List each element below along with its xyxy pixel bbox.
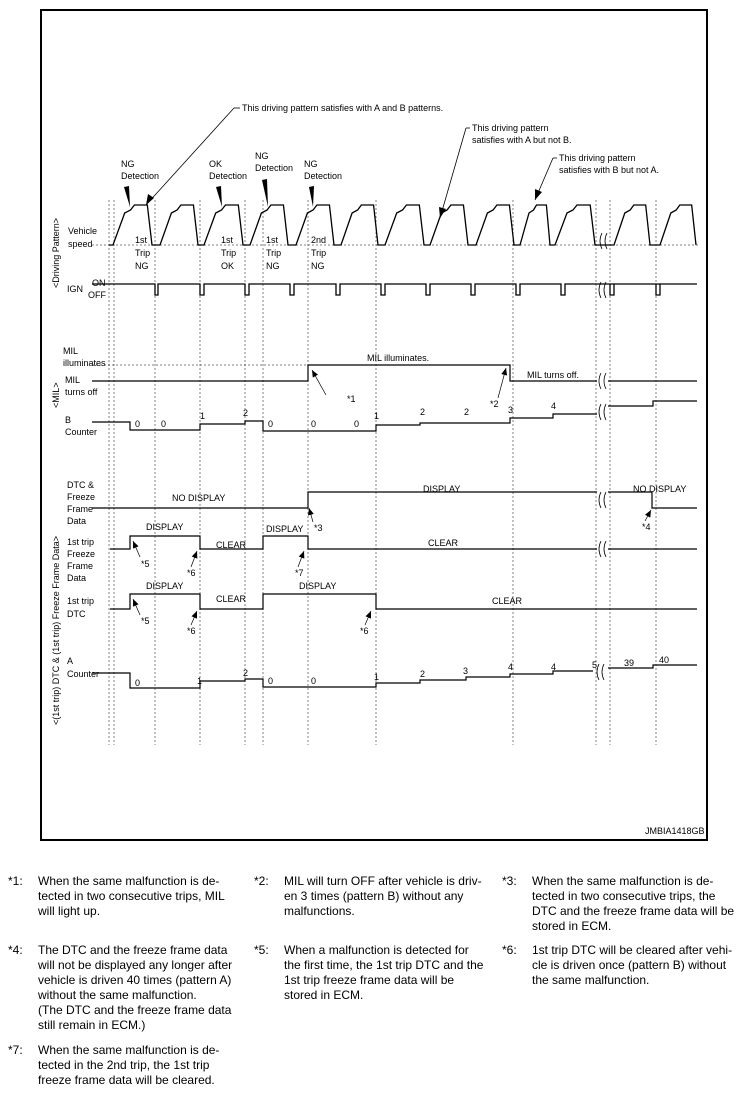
diagram-frame [41,10,707,840]
marker-label: *7 [295,568,304,578]
note-number: *4: [8,943,23,957]
row-label-a-counter: Counter [67,669,100,679]
time-break-mark [597,664,604,680]
marker-arrowhead [645,510,651,518]
b-counter-value: 0 [161,419,167,429]
ign-waveform [92,284,697,295]
trip-label: Trip [311,248,327,258]
b-counter-value: 2 [420,407,426,417]
b-counter-value: 0 [354,419,360,429]
display-label: DISPLAY [266,524,304,534]
b-counter-waveform [92,401,697,431]
row-label-vehicle-speed: Vehicle [68,226,98,236]
note-number: *7: [8,1043,23,1057]
a-counter-value: 2 [420,669,426,679]
row-label-mil-illuminates: illuminates [63,358,106,368]
marker-label: *4 [642,522,651,532]
row-label-mil-turns-off: MIL [65,375,81,385]
section-label-dtc: <(1st trip) DTC & (1st trip) Freeze Frame Data> [51,535,61,725]
figure-id: JMBIA1418GB [645,826,705,836]
first-trip-freeze-waveform [110,536,697,549]
time-break-mark [599,541,606,557]
marker-arrowhead [192,551,198,559]
note-7 [8,1043,248,1093]
time-break-mark [599,404,606,420]
note-text: When a malfunction is detected for the first time, the 1st trip DTC and the 1st trip freeze frame data will be stored in ECM. [284,943,484,1002]
row-label-dtc-freeze: Data [67,516,87,526]
clear-label: CLEAR [216,594,247,604]
note-6 [502,943,742,993]
section-label-driving-pattern: <Driving Pattern> [51,217,61,288]
a-counter-value: 3 [463,666,469,676]
event-label: Detection [209,171,248,181]
event-label: Detection [304,171,343,181]
b-counter-value: 2 [464,407,470,417]
note-text: 1st trip DTC will be cleared after vehi- cle is driven once (pattern B) without the same malfunction. [532,943,733,987]
marker-label: *5 [141,616,150,626]
time-break-mark [599,373,606,389]
b-counter-value: 4 [551,401,557,411]
a-counter-value: 40 [659,655,670,665]
b-counter-value: 0 [311,419,317,429]
note-text: The DTC and the freeze frame data will not be displayed any longer after vehicle is driven 40 times (pattern A) without the same malfunction. (The DTC and the freeze frame data still remain in ECM.) [38,943,233,1032]
event-arrow [124,186,130,207]
time-break-mark [599,492,606,508]
callout-ab [146,103,443,205]
event-label: NG [255,151,269,161]
note-4 [8,943,248,1038]
trip-label: 1st [266,235,279,245]
trip-guide-lines [92,200,656,745]
note-text: When the same malfunction is de- tected in two consecutive trips, MIL will light up. [38,874,225,918]
row-label-vehicle-speed: speed [68,239,93,249]
note-text: When the same malfunction is de- tected in two consecutive trips, the DTC and the freeze frame data will be stored in ECM. [532,874,735,933]
row-label-first-trip-freeze: Data [67,573,87,583]
note-1 [8,874,248,924]
a-counter-value: 0 [268,676,274,686]
row-label-dtc-freeze: Frame [67,504,94,514]
a-counter-value: 1 [197,676,203,686]
row-label-b-counter: Counter [65,427,98,437]
event-arrow [262,179,268,207]
a-counter-value: 0 [311,676,317,686]
no-display-label: NO DISPLAY [633,484,687,494]
waveforms [92,205,700,688]
note-3 [502,874,742,938]
first-trip-dtc-waveform [110,594,697,609]
event-arrow [309,186,314,207]
row-label-mil-illuminates: MIL [63,346,79,356]
a-counter-value: 5 [592,660,598,670]
row-label-first-trip-freeze: 1st trip [67,537,95,547]
row-label-first-trip-dtc: 1st trip [67,596,95,606]
b-counter-value: 2 [243,408,249,418]
trip-label: NG [135,261,149,271]
b-counter-value: 0 [135,419,141,429]
row-label-mil-turns-off: turns off [65,387,98,397]
event-label: Detection [121,171,160,181]
row-label-on: ON [92,278,106,288]
marker-label: *6 [187,626,196,636]
a-counter-waveform [92,665,697,688]
row-label-ign: IGN [67,284,84,294]
detection-labels [121,151,342,207]
row-label-b-counter: B [65,415,72,425]
event-label: NG [304,159,318,169]
trip-label: NG [311,261,325,271]
state-labels [146,353,686,606]
no-display-label: NO DISPLAY [172,493,226,503]
a-counter-value: 39 [624,658,635,668]
row-label-first-trip-freeze: Freeze [67,549,96,559]
row-label-off: OFF [88,290,106,300]
note-number: *2: [254,874,269,888]
display-label: DISPLAY [146,581,184,591]
event-label: OK [209,159,223,169]
marker-arrowhead [312,370,318,378]
marker-label: *6 [187,568,196,578]
note-text: MIL will turn OFF after vehicle is driv- en 3 times (pattern B) without any malfunctions. [284,874,482,918]
clear-label: CLEAR [492,596,523,606]
marker-label: *6 [360,626,369,636]
display-label: DISPLAY [146,522,184,532]
row-label-dtc-freeze: Freeze [67,492,96,502]
marker-label: *3 [314,523,323,533]
row-label-dtc-freeze: DTC & [67,480,94,490]
a-counter-value: 4 [551,662,557,672]
display-label: DISPLAY [423,484,461,494]
b-counter-value: 1 [374,411,380,421]
event-label: NG [121,159,135,169]
note-number: *3: [502,874,517,888]
a-counter-value: 1 [374,672,380,682]
note-number: *6: [502,943,517,957]
callout-ab-text: This driving pattern satisfies with A and B patterns. [242,103,444,113]
mil-turns-off-label: MIL turns off. [527,370,580,380]
b-counter-value: 1 [200,411,206,421]
trip-label: NG [266,261,280,271]
trip-label: 1st [221,235,234,245]
row-label-a-counter: A [67,656,74,666]
a-counter-value: 2 [243,668,249,678]
trip-label: Trip [221,248,237,258]
callout-a-not-b [439,123,572,218]
note-5 [254,943,500,1007]
note-number: *5: [254,943,269,957]
marker-arrowhead [299,551,305,559]
display-label: DISPLAY [299,581,337,591]
section-label-mil: <MIL> [51,382,61,408]
trip-label: 1st [135,235,148,245]
marker-label: *2 [490,399,499,409]
clear-label: CLEAR [428,538,459,548]
trip-label: Trip [266,248,282,258]
callout-a-not-b-text: This driving pattern satisfies with A but not B. [472,123,572,145]
marker-label: *5 [141,559,150,569]
event-arrow [216,186,222,207]
mil-illuminates-label: MIL illuminates. [367,353,430,363]
note-text: When the same malfunction is de- tected in the 2nd trip, the 1st trip freeze frame data will be cleared. [38,1043,220,1087]
row-label-first-trip-dtc: DTC [67,609,86,619]
b-counter-value: 3 [508,405,514,415]
b-counter-value: 0 [268,419,274,429]
mil-waveform [92,365,697,381]
marker-arrowhead [501,368,507,376]
row-labels [63,226,106,679]
marker-arrowhead [308,508,314,516]
note-number: *1: [8,874,23,888]
trip-label: Trip [135,248,151,258]
a-counter-value: 0 [135,678,141,688]
clear-label: CLEAR [216,540,247,550]
callout-b-not-a-text: This driving pattern satisfies with B but not A. [559,153,660,175]
trip-label: OK [221,261,235,271]
vehicle-speed-waveform [109,205,696,245]
row-label-first-trip-freeze: Frame [67,561,94,571]
marker-label: *1 [347,394,356,404]
callout-b-not-a [535,153,659,200]
time-break-mark [600,233,607,249]
a-counter-value: 4 [508,662,514,672]
event-label: Detection [255,163,294,173]
note-2 [254,874,500,924]
trip-label: 2nd [311,235,327,245]
